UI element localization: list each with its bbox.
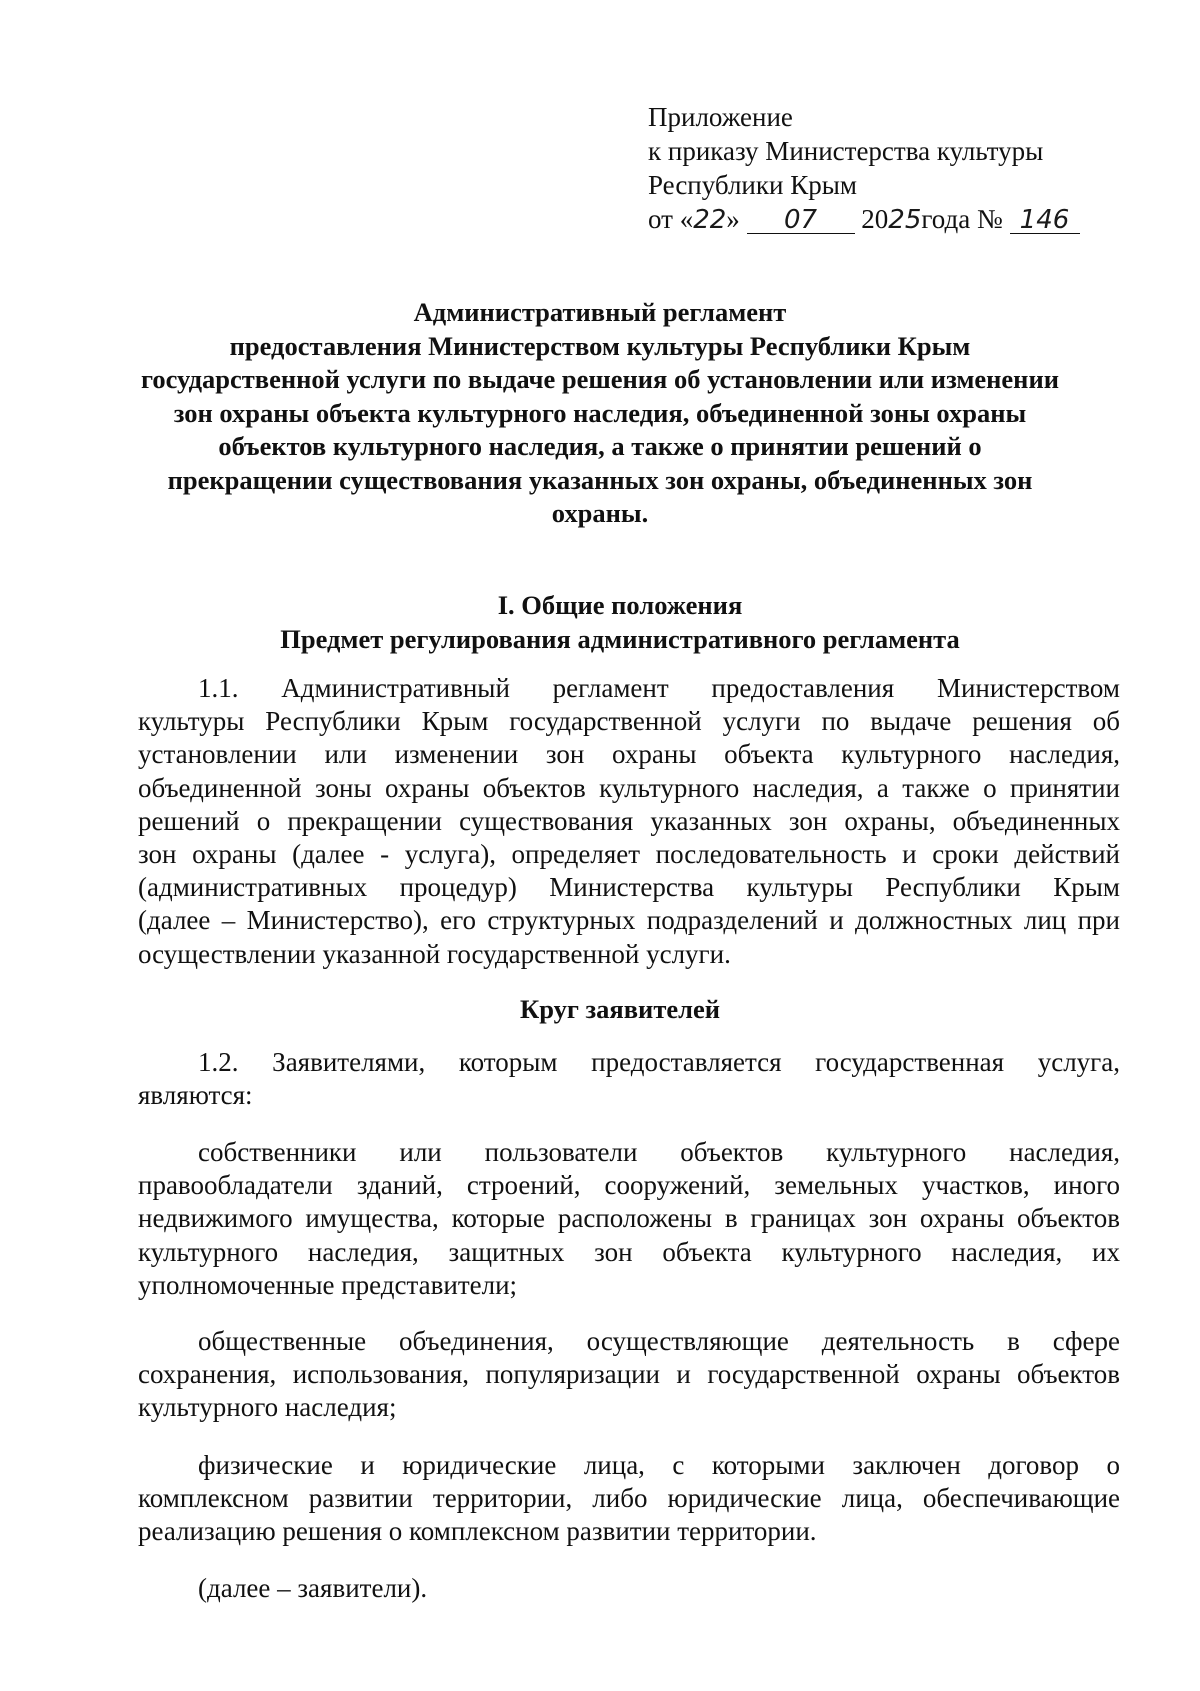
paragraph-line: культуры Республики Крым государственной услуги по выдаче решения об: [138, 706, 1120, 737]
paragraph-line: культурного наследия, защитных зон объекта культурного наследия, их: [138, 1236, 1120, 1267]
paragraph-line: физические и юридические лица, с которыми заключен договор о: [198, 1450, 1120, 1480]
appendix-line-1: Приложение: [648, 102, 793, 132]
paragraph-line: сохранения, использования, популяризации и государственной охраны объектов: [138, 1359, 1120, 1390]
title-line-5: объектов культурного наследия, а также о принятии решений о: [218, 431, 982, 461]
title-line-1: Административный регламент: [413, 297, 787, 327]
paragraph-line: решений о прекращении существования указанных зон охраны, объединенных: [138, 805, 1120, 836]
date-month-blank: [747, 206, 855, 234]
appendix-date-line: [648, 202, 1118, 237]
paragraph-line: зон охраны (далее - услуга), определяет последовательность и сроки действий: [138, 839, 1120, 870]
paragraph-line: 1.1. Административный регламент предоставления Министерством: [198, 673, 1120, 703]
applicant-item-associations: [138, 1325, 1120, 1425]
title-line-2: предоставления Министерством культуры Республики Крым: [229, 330, 971, 361]
paragraph-line: 1.2. Заявителями, которым предоставляется государственная услуга,: [198, 1047, 1120, 1077]
title-line-3: государственной услуги по выдаче решения об установлении или изменении: [140, 364, 1059, 394]
paragraph-1-2: [138, 1046, 1120, 1112]
date-year-prefix: 20: [861, 204, 889, 234]
document-title: [120, 296, 1080, 531]
paragraph-line: (далее – заявители).: [198, 1573, 428, 1603]
paragraph-line: собственники или пользователи объектов культурного наследия,: [198, 1137, 1120, 1167]
appendix-line-3: Республики Крым: [648, 170, 857, 200]
order-number-handwritten: 146: [1019, 205, 1070, 235]
paragraph-line: (административных процедур) Министерства культуры Республики Крым: [138, 872, 1120, 903]
order-number-blank: [1010, 206, 1080, 234]
paragraph-line: комплексном развитии территории, либо юридические лица, обеспечивающие: [138, 1483, 1120, 1514]
paragraph-line: общественные объединения, осуществляющие деятельность в сфере: [198, 1326, 1120, 1356]
date-year-word: года №: [921, 204, 1003, 234]
paragraph-line: правообладатели зданий, строений, сооружений, земельных участков, иного: [138, 1170, 1120, 1201]
date-year-handwritten: 25: [888, 205, 922, 235]
title-line-7: охраны.: [551, 498, 649, 528]
paragraph-line: реализацию решения о комплексном развитии территории.: [138, 1516, 817, 1547]
paragraph-line: культурного наследия;: [138, 1392, 397, 1423]
applicant-item-owners: [138, 1136, 1120, 1302]
date-day-handwritten: 22: [693, 205, 727, 235]
paragraph-line: являются:: [138, 1080, 253, 1111]
appendix-line-2: к приказу Министерства культуры: [648, 136, 1044, 166]
title-line-4: зон охраны объекта культурного наследия, объединенной зоны охраны: [173, 397, 1027, 428]
paragraph-line: осуществлении указанной государственной услуги.: [138, 938, 731, 969]
paragraph-line: объединенной зоны охраны объектов культурного наследия, а также о принятии: [138, 772, 1120, 803]
appendix-block: [648, 100, 1118, 237]
section-heading-applicants: Круг заявителей: [519, 994, 720, 1024]
paragraph-line: (далее – Министерство), его структурных подразделений и должностных лиц при: [138, 905, 1120, 936]
title-line-6: прекращении существования указанных зон охраны, объединенных зон: [167, 464, 1033, 495]
paragraph-line: недвижимого имущества, которые расположены в границах зон охраны объектов: [138, 1203, 1120, 1234]
date-prefix: от «: [648, 204, 694, 234]
paragraph-line: установлении или изменении зон охраны объекта культурного наследия,: [138, 739, 1120, 770]
date-mid: »: [726, 204, 740, 234]
applicant-item-developers: [138, 1449, 1120, 1549]
paragraph-applicants-note: [138, 1572, 1120, 1605]
paragraph-1-1: [138, 672, 1120, 971]
section-heading-subject: Предмет регулирования административного регламента: [280, 624, 960, 654]
date-month-handwritten: 07: [784, 205, 818, 235]
paragraph-line: уполномоченные представители;: [138, 1269, 518, 1300]
section-heading-general: I. Общие положения: [497, 590, 743, 620]
